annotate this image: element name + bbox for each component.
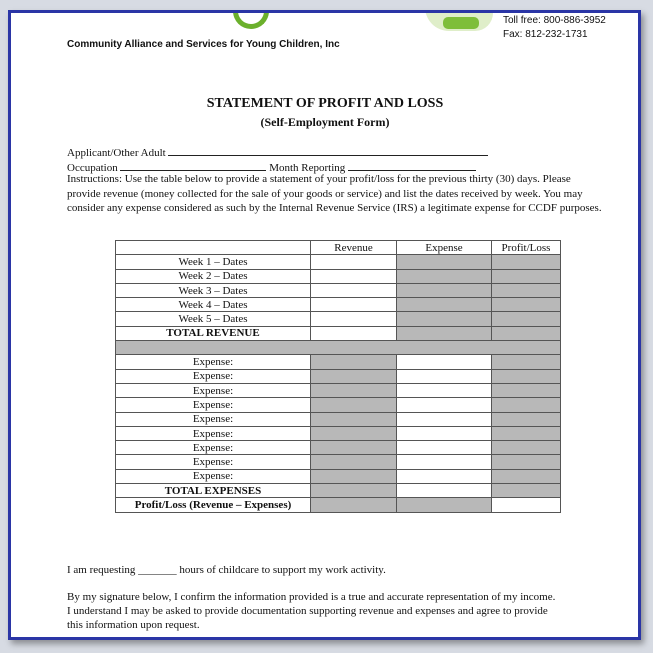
table-row: [116, 426, 561, 440]
shaded-cell: [397, 312, 492, 326]
total-revenue-row: [116, 326, 561, 340]
header-profit-loss: Profit/Loss: [492, 241, 561, 255]
applicant-fields: [67, 145, 488, 175]
revenue-cell[interactable]: [311, 312, 397, 326]
expense-cell[interactable]: [397, 441, 492, 455]
shaded-cell: [311, 412, 397, 426]
table-row: [116, 355, 561, 369]
expense-label: Expense:: [116, 355, 311, 369]
shaded-cell: [397, 326, 492, 340]
instructions: Instructions: Use the table below to provide a statement of your profit/loss for the previous thirty (30) days. Please provide revenue (money collected for the sale of your goods or service) and list the dates received by week. You may consider any expense considered as such by the Internal Revenue Service (IRS) a legitimate expense for CCDF purposes.: [67, 173, 602, 214]
organization-name: Community Alliance and Services for Young Children, Inc: [67, 39, 340, 50]
table-row: [116, 269, 561, 283]
revenue-cell[interactable]: [311, 298, 397, 312]
applicant-label: Applicant/Other Adult: [67, 147, 166, 159]
logo-icon: [233, 10, 269, 29]
shaded-cell: [492, 369, 561, 383]
shaded-cell: [311, 441, 397, 455]
shaded-cell: [397, 498, 492, 512]
header-blank-cell: [116, 241, 311, 255]
shaded-cell: [311, 426, 397, 440]
logo-badge-icon: [443, 17, 479, 29]
shaded-cell: [397, 255, 492, 269]
document-frame: [8, 10, 641, 640]
shaded-cell: [492, 426, 561, 440]
profit-loss-label: Profit/Loss (Revenue – Expenses): [116, 498, 311, 512]
table-row: [116, 283, 561, 297]
signature-statement: [67, 590, 627, 632]
shaded-cell: [311, 484, 397, 498]
profit-loss-table: [115, 240, 561, 513]
shaded-cell: [311, 455, 397, 469]
shaded-cell: [492, 469, 561, 483]
shaded-cell: [311, 369, 397, 383]
total-revenue-label: TOTAL REVENUE: [116, 326, 311, 340]
week-label: Week 2 – Dates: [116, 269, 311, 283]
expense-label: Expense:: [116, 398, 311, 412]
signature-line-2: I understand I may be asked to provide documentation supporting revenue and expenses and agree to provide: [67, 605, 548, 617]
expense-label: Expense:: [116, 426, 311, 440]
applicant-field[interactable]: [168, 145, 488, 156]
shaded-cell: [492, 455, 561, 469]
revenue-cell[interactable]: [311, 255, 397, 269]
expense-cell[interactable]: [397, 412, 492, 426]
shaded-cell: [492, 484, 561, 498]
total-expenses-cell[interactable]: [397, 484, 492, 498]
shaded-cell: [311, 498, 397, 512]
occupation-field[interactable]: [120, 160, 266, 171]
form-title: STATEMENT OF PROFIT AND LOSS: [206, 96, 444, 111]
form-subtitle: (Self-Employment Form): [260, 115, 390, 129]
expense-cell[interactable]: [397, 398, 492, 412]
table-row: [116, 398, 561, 412]
header-expense: Expense: [397, 241, 492, 255]
shaded-cell: [492, 283, 561, 297]
shaded-cell: [492, 269, 561, 283]
profit-loss-cell[interactable]: [492, 498, 561, 512]
shaded-cell: [397, 269, 492, 283]
total-expenses-label: TOTAL EXPENSES: [116, 484, 311, 498]
expense-label: Expense:: [116, 412, 311, 426]
shaded-cell: [492, 298, 561, 312]
table-row: [116, 312, 561, 326]
table-row: [116, 298, 561, 312]
table-row: [116, 412, 561, 426]
shaded-cell: [492, 441, 561, 455]
revenue-cell[interactable]: [311, 269, 397, 283]
occupation-label: Occupation: [67, 162, 118, 174]
expense-label: Expense:: [116, 383, 311, 397]
table-header-row: [116, 241, 561, 255]
toll-free-number: Toll free: 800-886-3952: [503, 15, 606, 26]
expense-cell[interactable]: [397, 469, 492, 483]
fax-number: Fax: 812-232-1731: [503, 29, 588, 40]
shaded-cell: [397, 298, 492, 312]
shaded-cell: [492, 255, 561, 269]
expense-label: Expense:: [116, 455, 311, 469]
week-label: Week 3 – Dates: [116, 283, 311, 297]
table-row: [116, 255, 561, 269]
shaded-cell: [492, 412, 561, 426]
signature-line-1: By my signature below, I confirm the information provided is a true and accurate representation of my income.: [67, 591, 556, 603]
week-label: Week 1 – Dates: [116, 255, 311, 269]
shaded-cell: [311, 355, 397, 369]
expense-cell[interactable]: [397, 383, 492, 397]
month-reporting-label: Month Reporting: [269, 162, 346, 174]
total-expenses-row: [116, 484, 561, 498]
expense-cell[interactable]: [397, 355, 492, 369]
childcare-hours-statement: I am requesting _______ hours of childcare to support my work activity.: [67, 564, 386, 576]
shaded-cell: [311, 383, 397, 397]
shaded-cell: [492, 326, 561, 340]
separator-cell: [116, 341, 561, 355]
shaded-cell: [492, 383, 561, 397]
shaded-cell: [492, 355, 561, 369]
form-page: [25, 13, 625, 633]
header-revenue: Revenue: [311, 241, 397, 255]
total-revenue-cell[interactable]: [311, 326, 397, 340]
table-row: [116, 383, 561, 397]
separator-row: [116, 341, 561, 355]
expense-label: Expense:: [116, 369, 311, 383]
shaded-cell: [492, 398, 561, 412]
profit-loss-row: [116, 498, 561, 512]
shaded-cell: [311, 469, 397, 483]
table-row: [116, 469, 561, 483]
month-reporting-field[interactable]: [348, 160, 476, 171]
expense-label: Expense:: [116, 469, 311, 483]
expense-cell[interactable]: [397, 369, 492, 383]
expense-cell[interactable]: [397, 455, 492, 469]
shaded-cell: [311, 398, 397, 412]
week-label: Week 5 – Dates: [116, 312, 311, 326]
table-row: [116, 369, 561, 383]
table-row: [116, 441, 561, 455]
shaded-cell: [492, 312, 561, 326]
table-row: [116, 455, 561, 469]
revenue-cell[interactable]: [311, 283, 397, 297]
week-label: Week 4 – Dates: [116, 298, 311, 312]
signature-line-3: this information upon request.: [67, 619, 200, 631]
expense-cell[interactable]: [397, 426, 492, 440]
shaded-cell: [397, 283, 492, 297]
expense-label: Expense:: [116, 441, 311, 455]
